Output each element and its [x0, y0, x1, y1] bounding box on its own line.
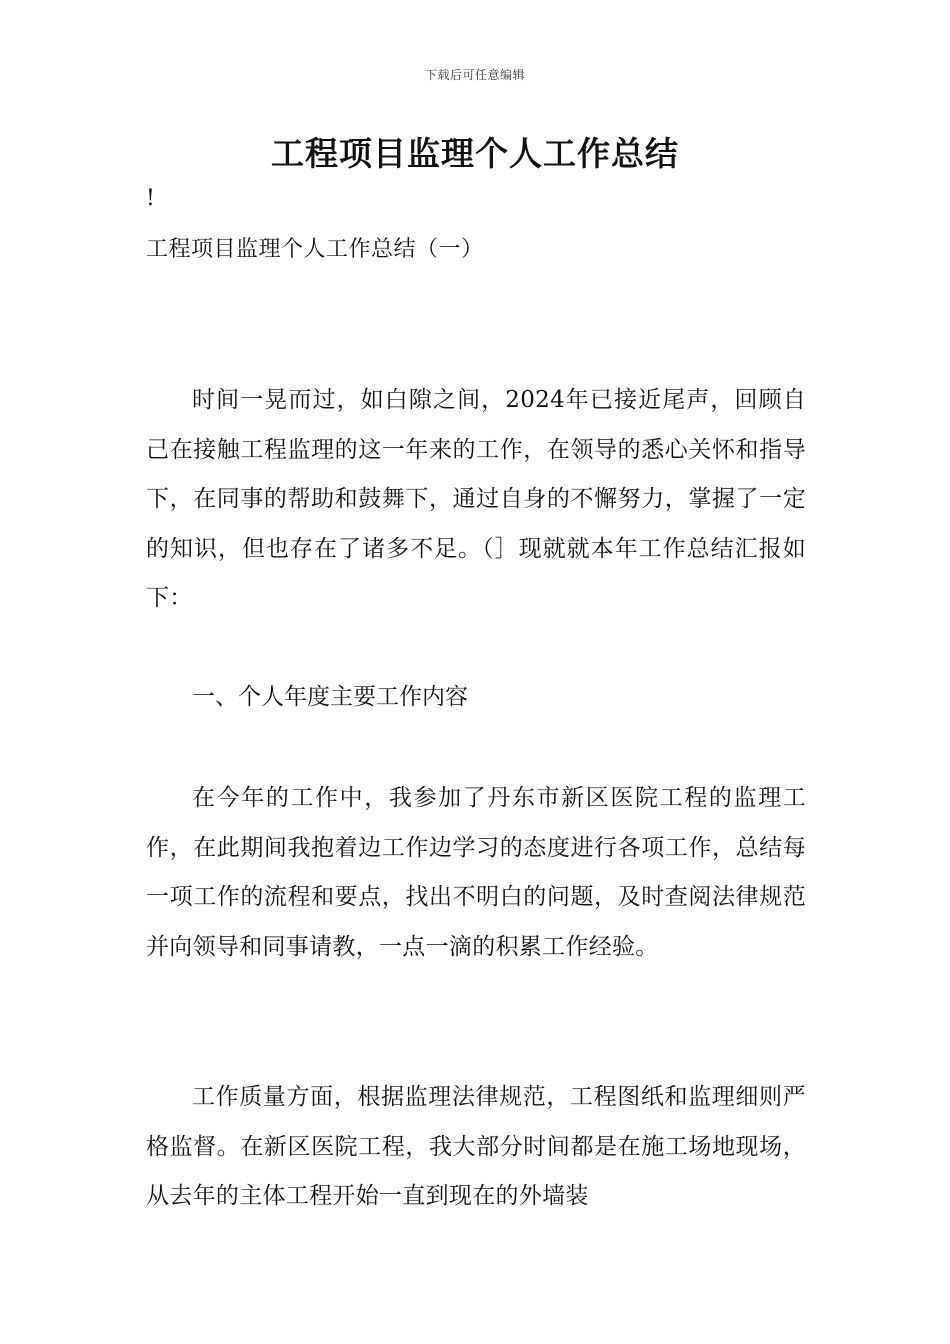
section-heading: 一、个人年度主要工作内容 [192, 684, 468, 710]
paragraph-intro: 时间一晃而过，如白隙之间，2024年已接近尾声，回顾自己在接触工程监理的这一年来的工作，在领导的悉心关怀和指导下，在同事的帮助和鼓舞下，通过自身的不懈努力，掌握了一定的知识，但也存在了诸多不足。（］现就就本年工作总结汇报如下： [146, 387, 806, 611]
document-title: 工程项目监理个人工作总结 [271, 134, 679, 173]
header-note: 下载后可任意编辑 [424, 68, 525, 82]
paragraph-work-quality: 工作质量方面，根据监理法律规范，工程图纸和监理细则严格监督。在新区医院工程，我大部分时间都是在施工场地现场，从去年的主体工程开始一直到现在的外墙装 [146, 1084, 806, 1209]
document-subtitle: 工程项目监理个人工作总结（一） [146, 237, 484, 262]
paragraph-work-content: 在今年的工作中，我参加了丹东市新区医院工程的监理工作，在此期间我抱着边工作边学习的态度进行各项工作，总结每一项工作的流程和要点，找出不明白的问题，及时查阅法律规范并向领导和同事请教，一点一滴的积累工作经验。 [146, 785, 806, 960]
exclamation-mark: ! [146, 186, 155, 211]
